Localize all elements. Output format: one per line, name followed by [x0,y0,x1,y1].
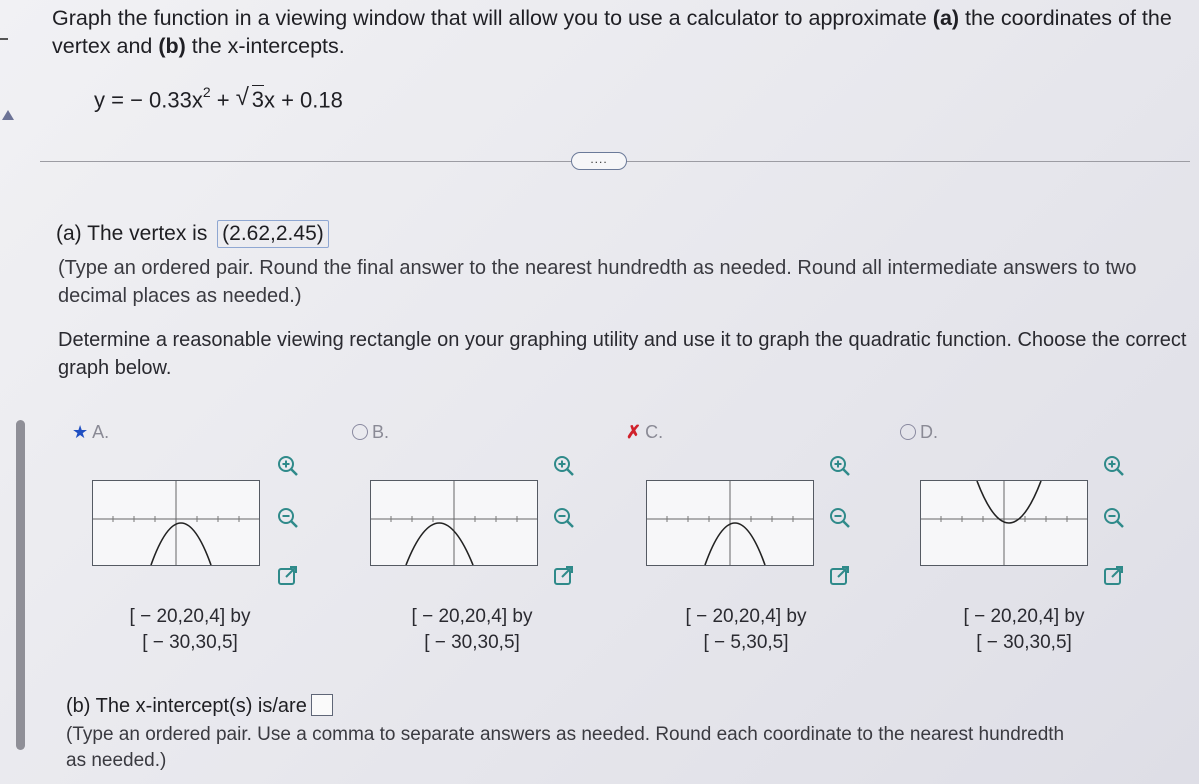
external-link-icon[interactable] [828,564,852,588]
radio-button[interactable] [900,424,916,440]
part-b-label: (b) The x-intercept(s) is/are [66,695,307,717]
zoom-in-icon[interactable] [552,454,576,478]
external-link-icon[interactable] [1102,564,1126,588]
zoom-in-icon[interactable] [828,454,852,478]
option-b-tools [552,454,578,594]
zoom-out-icon[interactable] [552,506,576,530]
option-b[interactable] [346,418,616,668]
graph-a-svg [93,481,259,565]
zoom-in-icon[interactable] [1102,454,1126,478]
x-intercept-input[interactable] [311,694,333,716]
option-d-tools [1102,454,1128,594]
graph-instruction: Determine a reasonable viewing rectangle on your graphing utility and use it to graph the quadratic function. Choose the correct graph below. [58,329,1187,379]
zoom-out-icon[interactable] [276,506,300,530]
option-a[interactable] [70,418,340,668]
option-a-tools [276,454,302,594]
option-a-window: [ − 20,20,4] by [ − 30,30,5] [129,606,251,653]
part-a [56,220,329,248]
question-prompt: Graph the function in a viewing window that will allow you to use a calculator to approximate (a) the coordinates of the vertex and (b) the x-intercepts. [52,6,1172,58]
vertex-answer-box[interactable]: (2.62,2.45) [217,220,329,248]
graph-thumbnail-a[interactable] [92,480,260,566]
graph-c-svg [647,481,813,565]
part-b [66,694,333,718]
option-b-window: [ − 20,20,4] by [ − 30,30,5] [411,606,533,653]
left-rail [0,0,30,784]
option-b-label[interactable]: B. [352,422,389,443]
correct-star-icon: ★ [72,422,89,442]
part-a-hint: (Type an ordered pair. Round the final answer to the nearest hundredth as needed. Round all intermediate answers to two decimal places as needed.) [58,257,1137,307]
zoom-in-icon[interactable] [276,454,300,478]
zoom-out-icon[interactable] [828,506,852,530]
more-button[interactable]: .... [571,152,627,170]
rail-dash [0,38,8,40]
collapse-arrow-icon[interactable] [2,110,14,120]
incorrect-x-icon: ✗ [626,422,642,442]
graph-d-svg [921,481,1087,565]
part-a-label: (a) The vertex is [56,222,208,245]
graph-thumbnail-d[interactable] [920,480,1088,566]
option-c[interactable] [624,418,894,668]
option-c-tools [828,454,854,594]
graph-thumbnail-b[interactable] [370,480,538,566]
option-a-label[interactable]: ★ A. [72,422,110,442]
option-c-window: [ − 20,20,4] by [ − 5,30,5] [685,606,807,653]
external-link-icon[interactable] [552,564,576,588]
option-d-window: [ − 20,20,4] by [ − 30,30,5] [963,606,1085,653]
zoom-out-icon[interactable] [1102,506,1126,530]
radio-button[interactable] [352,424,368,440]
external-link-icon[interactable] [276,564,300,588]
option-d[interactable] [894,418,1164,668]
part-b-hint: (Type an ordered pair. Use a comma to separate answers as needed. Round each coordinate to the nearest hundredth as needed.) [66,724,1065,771]
option-d-label[interactable]: D. [900,422,938,443]
scrollbar[interactable] [16,420,25,750]
graph-thumbnail-c[interactable] [646,480,814,566]
equation: y = − $0.33x^2$ + √ 3x + 0.18 [94,86,343,113]
graph-b-svg [371,481,537,565]
option-c-label[interactable]: ✗ C. [626,422,664,442]
sqrt-symbol: √ 3 [236,87,264,113]
